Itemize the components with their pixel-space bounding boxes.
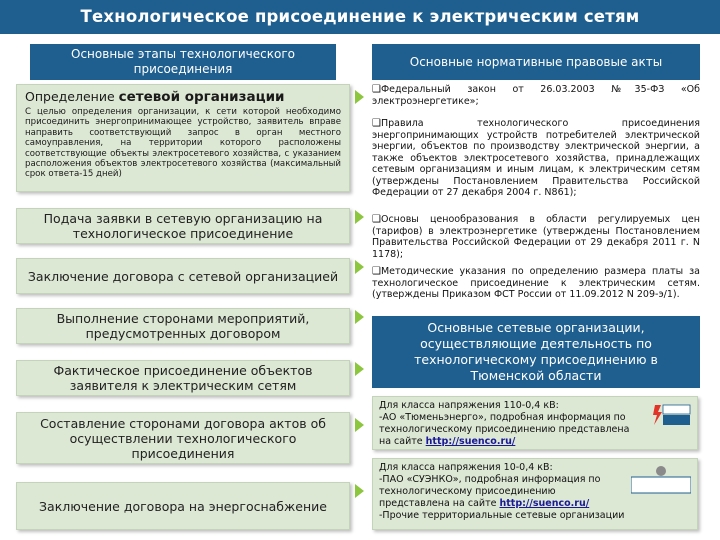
info-suenko bbox=[372, 458, 698, 530]
step-energy-supply-contract bbox=[16, 482, 350, 530]
step-actual-connection bbox=[16, 360, 350, 396]
arrow-icon bbox=[355, 362, 364, 376]
acts-header bbox=[372, 44, 700, 80]
info2-link[interactable]: http://suenco.ru/ bbox=[499, 498, 590, 509]
act-note: (утверждены Постановлением Правительства Российской Федерации от 29 декабря 2011 г. N 1178); bbox=[372, 225, 700, 260]
act-main: Основы ценообразования в области регулируемых цен (тарифов) в электроэнергетике bbox=[372, 214, 700, 237]
orgs-header-text: Основные сетевые организации, осуществляющие деятельность по технологическому присоединению в Тюменской области bbox=[414, 320, 658, 383]
arrow-icon bbox=[355, 310, 364, 324]
page-title: Технологическое присоединение к электрическим сетям bbox=[0, 0, 720, 34]
step-label: Заключение договора с сетевой организацией bbox=[27, 268, 339, 284]
stages-header-text: Основные этапы технологического присоединения bbox=[71, 47, 295, 76]
act-main: Методические указания по определению размера платы за технологическое присоединение к электрическим сетям. bbox=[372, 266, 700, 289]
info2-voltage: Для класса напряжения 10-0,4 кВ: bbox=[379, 462, 553, 473]
checkbox-bullet-icon: ❑ bbox=[372, 266, 381, 277]
info2-desc-text: -ПАО «СУЭНКО», подробная информация по технологическому присоединению представлена на сайте bbox=[379, 474, 601, 509]
step-label: Фактическое присоединение объектов заявителя к электрическим сетям bbox=[53, 363, 313, 393]
info-tyumenenergo bbox=[372, 396, 698, 450]
info1-desc bbox=[379, 412, 643, 448]
acts-header-text: Основные нормативные правовые акты bbox=[409, 54, 663, 69]
act-main: Правила технологического присоединения энергопринимающих устройств потребителей электрической энергии, объектов по производству электрической энергии, а также объектов электросетевого хозяйства, принадлежащих сетевым организациям и иным лицам, к электрическим сетям bbox=[372, 118, 700, 175]
step-label: Заключение договора на энергоснабжение bbox=[39, 498, 327, 514]
act-item bbox=[372, 84, 700, 107]
info1-link[interactable]: http://suenco.ru/ bbox=[425, 436, 516, 447]
step1-heading-prefix: Определение bbox=[25, 89, 119, 104]
info2-other: -Прочие территориальные сетевые организации bbox=[379, 510, 625, 521]
step1-heading bbox=[25, 89, 341, 105]
step-determine-network-org bbox=[16, 84, 350, 192]
info1-voltage: Для класса напряжения 110-0,4 кВ: bbox=[379, 400, 559, 411]
step1-heading-emph: сетевой организации bbox=[118, 89, 285, 105]
tyumenenergo-logo-icon bbox=[651, 403, 691, 427]
step1-body: С целью определения организации, к сети которой необходимо присоединить энергопринимающее устройство, заявитель вправе направить соответствующий запрос в орган местного самоуправления, на территории которого расположены соответствующие объекты электросетевого хозяйства, с указанием расположения объектов электросетевого хозяйства (максимальный срок ответа-15 дней) bbox=[25, 107, 341, 180]
arrow-icon bbox=[355, 418, 364, 432]
checkbox-bullet-icon: ❑ bbox=[372, 214, 381, 225]
step-perform-measures bbox=[16, 308, 350, 344]
step-compose-acts bbox=[16, 412, 350, 464]
act-item bbox=[372, 266, 700, 301]
arrow-icon bbox=[355, 210, 364, 224]
arrow-icon bbox=[355, 260, 364, 274]
act-note: (утверждены Постановлением Правительства Российской Федерации от 27 декабря 2004 г. N861); bbox=[372, 175, 700, 198]
arrow-icon bbox=[355, 484, 364, 498]
step-label: Составление сторонами договора актов об осуществлении технологического присоединения bbox=[40, 415, 326, 461]
act-note: (утверждены Приказом ФСТ России от 11.09.2012 N 209-э/1). bbox=[372, 289, 680, 300]
orgs-header bbox=[372, 316, 700, 388]
step-submit-application bbox=[16, 208, 350, 244]
act-item bbox=[372, 214, 700, 260]
info1-desc-text: -АО «Тюменьэнерго», подробная информация по технологическому присоединению представлена на сайте bbox=[379, 412, 630, 447]
step-label: Подача заявки в сетевую организацию на технологическое присоединение bbox=[43, 211, 323, 241]
act-main: Федеральный закон от 26.03.2003 №35-ФЗ «Об электроэнергетике»; bbox=[372, 84, 700, 107]
suenko-logo-icon bbox=[631, 465, 691, 495]
step-label: Выполнение сторонами мероприятий, предусмотренных договором bbox=[56, 311, 310, 341]
step-conclude-contract bbox=[16, 258, 350, 294]
checkbox-bullet-icon: ❑ bbox=[372, 84, 381, 95]
arrow-icon bbox=[355, 90, 364, 104]
checkbox-bullet-icon: ❑ bbox=[372, 118, 381, 129]
stages-header bbox=[30, 44, 336, 80]
act-item bbox=[372, 118, 700, 199]
